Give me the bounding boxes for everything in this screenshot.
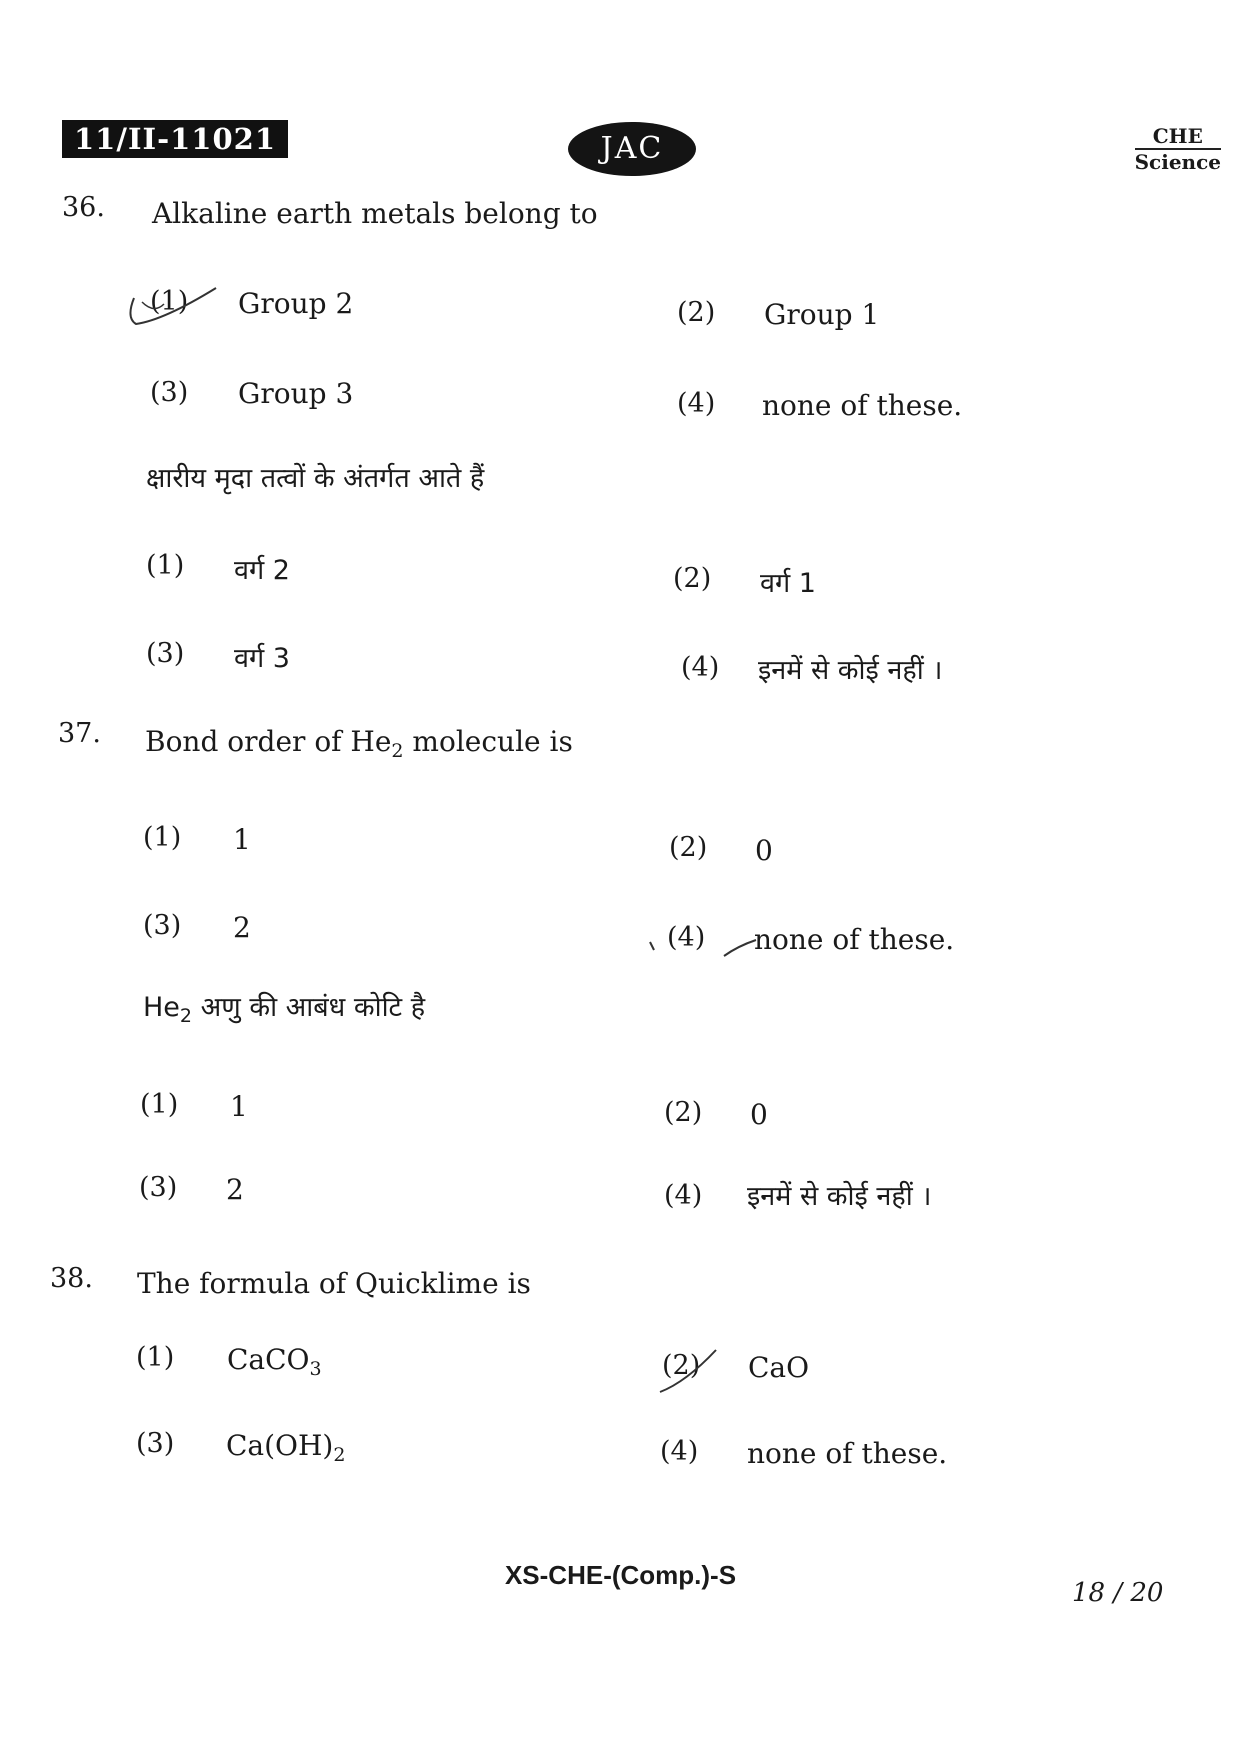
- q36-hindi-option-4-text: इनमें से कोई नहीं ।: [758, 655, 943, 686]
- q36-hindi-option-2-num: (2): [673, 563, 712, 594]
- q36-option-2-num: (2): [677, 297, 716, 328]
- paper-stream: Science: [1134, 150, 1221, 174]
- q37-hindi-option-2-num: (2): [664, 1097, 703, 1128]
- q37-hindi-prefix: He: [143, 992, 180, 1023]
- q38-option-3-num: (3): [136, 1428, 175, 1459]
- q38-option-2-text: CaO: [748, 1351, 810, 1384]
- page-number: 18 / 20: [1072, 1578, 1164, 1608]
- answer-tick-mark-q38: [656, 1346, 722, 1396]
- q36-option-3-text: Group 3: [238, 377, 354, 410]
- answer-tick-mark-q37: [648, 924, 758, 960]
- q36-option-2-text: Group 1: [764, 298, 880, 331]
- q38-option-4-num: (4): [660, 1436, 699, 1467]
- question-36-hindi-text: क्षारीय मृदा तत्वों के अंतर्गत आते हैं: [146, 463, 485, 494]
- q37-hindi-option-3-text: 2: [226, 1173, 244, 1206]
- q37-hindi-option-4-text: इनमें से कोई नहीं ।: [747, 1181, 932, 1212]
- q37-option-2-num: (2): [669, 832, 708, 863]
- q36-option-1-num: (1): [150, 286, 189, 317]
- q37-hindi-option-2-text: 0: [750, 1098, 768, 1131]
- answer-tick-mark-q36: [124, 284, 244, 336]
- q37-hindi-option-1-text: 1: [230, 1090, 248, 1123]
- question-38-number: 38.: [50, 1263, 93, 1294]
- jac-logo: JAC: [568, 122, 696, 176]
- q37-option-2-text: 0: [755, 834, 773, 867]
- question-37-text: [145, 725, 573, 762]
- q36-option-1-text: Group 2: [238, 287, 354, 320]
- q37-option-4-text: none of these.: [754, 923, 955, 956]
- q37-hindi-subscript: 2: [179, 1005, 193, 1027]
- q37-text-prefix: Bond order of He: [145, 725, 392, 758]
- q37-hindi-option-1-num: (1): [140, 1089, 179, 1120]
- question-36-number: 36.: [62, 192, 105, 223]
- q38-option-3-subscript: 2: [333, 1444, 346, 1466]
- q38-option-1-subscript: 3: [309, 1358, 322, 1380]
- q37-hindi-option-3-num: (3): [139, 1172, 178, 1203]
- q37-option-1-num: (1): [143, 822, 182, 853]
- q36-hindi-option-3-text: वर्ग 3: [234, 643, 290, 674]
- q38-option-1-text: [227, 1343, 322, 1380]
- q37-option-1-text: 1: [233, 823, 251, 856]
- q38-option-2-num: (2): [662, 1350, 701, 1381]
- q37-option-4-num: (4): [667, 922, 706, 953]
- q37-hindi-option-4-num: (4): [664, 1180, 703, 1211]
- q36-hindi-option-4-num: (4): [681, 652, 720, 683]
- q37-option-3-num: (3): [143, 910, 182, 941]
- subject-stamp: [1135, 124, 1221, 174]
- subject-code: CHE: [1135, 124, 1221, 150]
- q38-option-3-text: [226, 1429, 346, 1466]
- q38-option-1-formula: CaCO: [227, 1343, 310, 1376]
- question-37-hindi-text: [143, 987, 426, 1027]
- question-36-text: Alkaline earth metals belong to: [152, 197, 598, 230]
- q36-option-3-num: (3): [150, 377, 189, 408]
- q38-option-1-num: (1): [136, 1342, 175, 1373]
- q37-option-3-text: 2: [233, 911, 251, 944]
- question-37-number: 37.: [58, 718, 101, 749]
- q36-hindi-option-2-text: वर्ग 1: [760, 568, 816, 599]
- q37-hindi-suffix: अणु की आबंध कोटि है: [192, 992, 426, 1023]
- q37-text-suffix: molecule is: [403, 725, 573, 758]
- footer-code: XS-CHE-(Comp.)-S: [504, 1560, 737, 1590]
- q36-hindi-option-3-num: (3): [146, 638, 185, 669]
- paper-code: 11/II-11021: [62, 120, 288, 158]
- q36-hindi-option-1-num: (1): [146, 550, 185, 581]
- q37-text-subscript: 2: [391, 740, 404, 762]
- q36-option-4-num: (4): [677, 388, 716, 419]
- q36-hindi-option-1-text: वर्ग 2: [234, 555, 290, 586]
- question-38-text: The formula of Quicklime is: [137, 1267, 531, 1300]
- q36-option-4-text: none of these.: [762, 389, 963, 422]
- q38-option-4-text: none of these.: [747, 1437, 948, 1470]
- q38-option-3-formula: Ca(OH): [226, 1429, 334, 1462]
